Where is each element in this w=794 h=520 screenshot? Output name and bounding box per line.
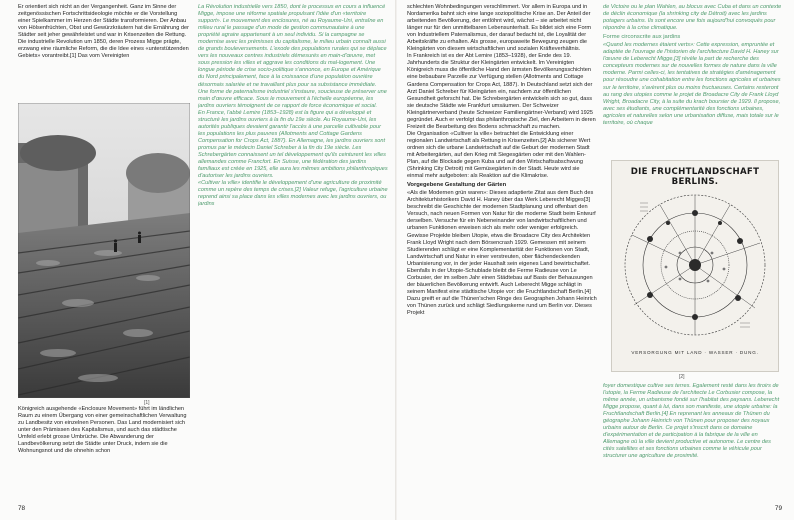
left-lower-column — [18, 406, 190, 510]
right-page — [397, 0, 794, 520]
right-german-heading: Vorgegebene Gestaltung der Gärten — [407, 182, 507, 189]
right-french-heading: Forme circonscrite aux jardins — [603, 34, 681, 41]
right-german-paragraph-2: «Als die Modernen grün waren»: Dieses adaptierte Zitat aus dem Buch des Architekturhistorikers David H. Haney über das Werk Leberecht Migges[3] beschreibt die Geschichte der modernen Stadtplanung und offenbart den Versuch, nach neuen Formen von Natur für die moderne Stadt beim Entwurf derselben. Versuche für ein Nebeneinander von landwirtschaftlichen und urbanen Funktionen erweisen sich als mehr oder weniger erfolgreich. Gewisse Projekte bleiben Utopie, etwa die Broadacre City des Architekten Frank Lloyd Wright nach dem Börsencrash 1929. Gemessen mit seinem Studierenden schlägt er eine Komplementarität der Funktionen von Stadt, Landwirtschaft und Natur in einer verstreuten, ober flächendeckenden Urbanisierung vor, in der jeder Haushalt sein eigenes Land bewirtschaftet. Ebenfalls in der Utopie-Schublade bleibt die Ferme Radieuse von Le Corbusier, der im selben Jahr einen Städtebau auf Basis der Behausungen der bäuerlichen Bevölkerung entwirft. Auch Leberecht Migge schlägt in seinem Manifest eine städtische Utopie vor: die Fruchtlandschaft Berlin.[4] Dazu greift er auf die Thünen'schen Ringe des Geographen Johann Heinrich von Thünen zurück und schlägt Siedlungskerne rund um Berlin vor. Dieses Projekt — [407, 190, 597, 317]
left-french-column — [198, 4, 388, 512]
right-french-bottom-column — [603, 383, 783, 511]
map-subtitle: VERSORGUNG MIT LAND · WASSER · DUNG. — [631, 350, 759, 355]
right-german-column — [407, 4, 597, 512]
left-intro-column — [18, 4, 190, 102]
fruchtlandschaft-map-figure — [611, 160, 779, 372]
left-french-paragraph: La Révolution industrielle vers 1850, dont le processus en cours a influencé Migge, impose une réforme spatiale propulsant l'idée d'un «territoire support». Le mouvement des enclosures, né au Royaume-Uni, entraîne en milieu rural le passage d'un mode de gestion communautaire à une propriété agraire appartenant à un seul individu. Si la campagne se modernise avec les prémisses du capitalisme, le milieu urbain connaît aussi de grands bouleversements. L'exode des populations rurales qui se déplace vers les nouveaux centres industriels démesurés en main-d'œuvre, met sous pression les villes et aggrave les conditions du mal-logement. Une longue période de crise socio-politique s'annonce, en Europe et Amérique du Nord principalement, face à la croissance d'une population ouvrière désormais salariée et ne travaillant plus pour sa subsistance immédiate. Une forme de paternalisme industriel s'instaure, soucieuse de préserver une main d'œuvre efficace. Sous le mouvement à l'échelle européenne, les jardins ouvriers témoignent de ce rapport de force économique et social. En France, l'abbé Lemire (1853–1928) est la figure qui a développé et structuré les jardins ouvriers à la fin du 19e siècle. Au Royaume-Uni, les autorités publiques devaient garantir l'accès à une parcelle cultivable pour les populations les plus pauvres (Allotments and Cottage Gardens Compensation for Crops Act, 1887). En Allemagne, les jardins ouvriers sont promus par le médecin Daniel Schreber à la fin du 19e siècle. Les Schrebergärten connaissent un tel développement qu'ils ceinturent les villes allemandes comme Francfort. En Suisse, une fédération des jardins familiaux est créée en 1925, elle aura les mêmes ambitions philanthropiques d'autoriser les jardins ouvriers. «Cultiver la ville» identifie le développement d'une agriculture de proximité comme un repère des temps de crises.[2] Valeur refuge, l'agriculture urbaine reprend ainsi sa place dans les villes modernes avec les jardins ouvriers, ou jardins — [198, 4, 388, 208]
right-page-number: 79 — [774, 505, 782, 512]
left-intro-paragraph: Er orientiert sich nicht an der Vergangenheit. Ganz im Sinne der zeitgenössischen Fortschrittsideologie möchte er die Vorstellung einer Spielkammer im Herzen der Städte transformieren. Der Anbau von Hölsenfrüchten, Obst und Gewürzkräutern hat die Ernährung der Städter seit jeher gewährleistet und war in Krisenzeiten die Rettung. Die industrielle Revolution um 1850, deren Prozess Migge prägte, erzwang eine räumliche Reform, die die Idee eines «unterstützenden Gebiets» vorantreibt.[1] Das vom Vereinigten — [18, 4, 190, 60]
right-french-top: de Victoire ou le plan Wahlen, au blocus avec Cuba et dans un contexte de déclin économique (la shrinking city de Détroit) avec les jardins potagers urbains. Ils sont encore une fois aujourd'hui convoqués pour répondre à la crise climatique. — [603, 4, 782, 32]
garden-photo-illustration — [18, 103, 190, 398]
right-figure-marker: [2] — [679, 374, 685, 380]
map-title: DIE FRUCHTLANDSCHAFT BERLINS. — [630, 167, 760, 187]
map-rings-illustration — [620, 183, 770, 343]
left-figure-marker: [1] — [144, 400, 150, 406]
historical-garden-photo — [18, 103, 190, 398]
right-french-top-column — [603, 4, 783, 156]
left-page-number: 78 — [18, 505, 26, 512]
right-french-bottom: foyer domestique cultive ses terres. Également resté dans les tiroirs de l'utopie, la Ferme Radieuse de l'architecte Le Corbusier compose, la même année, un urbanisme fondé sur l'habitat des paysans. Leberecht Migge propose, quant à lui, dans son manifeste, une utopie urbaine: la Fruchtlandschaft Berlin.[4] En reprenant les anneaux de Thünen du géographe Johann Heinrich von Thünen pour proposer des noyaux urbains autour de Berlin. Ce projet s'inscrit dans ce domaine d'expérimentation et de participation à la fabrique de la ville en Allemagne où la ville devient productive et autonome. Le centre des cités satellites et ses fonctions urbaines comme le véhicule pour structurer une agriculture de proximité. — [603, 383, 780, 460]
right-german-paragraph: schlechten Wohnbedingungen verschlimmert. Vor allem in Europa und in Nordamerika bahnt sich eine lange soziopolitische Krise an. Der Anteil der arbeitenden Bevölkerung, der entlöhnt wird, wächst – sie arbeitet nicht länger nur für den unmittelbaren Lebensunterhalt. Es bildet sich eine Form von Industriellem Paternalismus, der darauf bedacht ist, die Loyalität der Arbeitskräfte zu erhalten. Als grosse, europaweite Bewegung zeugen die Kleingärten von diesem wirtschaftlichen und sozialen Kräfteverhältnis. In Frankreich ist es der Abt Lemire (1853–1928), der Ende des 19. Jahrhunderts die Struktur der Kleingärten entwickelt. Im Vereinigten Königreich muss die öffentliche Hand den ärmsten Bevölkerungsschichten eine bebaubare Parzelle zur Verfügung stellen (Allotments and Cottage Gardens Compensation for Crops Act, 1887). In Deutschland setzt sich der Arzt Daniel Schreber für Kleingärten ein, nachdem zur öffentlichen Gesundheit geforscht hat. Die Schrebergärten entwickeln sich so gut, dass sie deutsche Städte wie Frankfurt umsäumen. Der Schweizer Kleingärtnerverband (heute Schweizer Familiengärtner-Verband) wird 1925 gegründet. Auch er verfolgt das philanthropische Ziel, den Arbeitern in deren Freizeit die Bearbeitung des Bodens schmackhaft zu machen. Die Organisation «Cultiver la ville» betrachtet die Entwicklung einer regionalen Landwirtschaft als Rettung in Krisenzeiten.[2] Als sicherer Wert ordnen sich die urbane Landwirtschaft auf die Geburt der modernen Stadt mit Arbeitergärten, auf den Krieg mit Siegesgärten oder mit den Wahlen-Plan, auf die Blockade gegen Kuba und auf den Wirtschaftsabschwung (Shrinking City Detroit) mit Gemüsegärten in der Stadt. Heute wird sie einmal mehr aufgeboten: als Reaktion auf die Klimakrise. — [407, 4, 596, 180]
left-lower-paragraph: Königreich ausgehende «Enclosure Movement» führt im ländlichen Raum zu einem Übergang von einer gemeinschaftlichen Verwaltung zu Landbesitz von einzelnen Personen. Das Land modernisiert sich unter den Prämissen des Kapitalismus, und auch das städtische Umfeld erlebt grosse Umbrüche. Die Abwanderung der Landbevölkerung setzt die Städte unter Druck, indem sie die Wohnungsnot und die ohnehin schon — [18, 406, 187, 455]
right-french-rest: «Quand les modernes étaient verts»: Cette expression, empruntée et adaptée de l'ouvrage de l'historien de l'architecture David H. Haney sur l'œuvre de Leberecht Migge,[3] révèle la part de recherche des concepteurs modernes sur de nouvelles formes de nature dans la ville moderne. Parmi celles-ci, les tentatives de stratégies d'aménagement pour résoudre une cohabitation entre les fonctions agricoles et urbaines sur le territoire, s'avèrent plus ou moins fructueuses. Certains resteront au rang des utopies comme le projet de Broadacre City de Frank Lloyd Wright, Broadacre City, à la suite du krach boursier de 1929. Il propose, avec ses étudiants, une complémentarité des fonctions urbaines, agricoles et naturelles selon une urbanisation diffuse, mais totale sur le territoire, où chaque — [603, 42, 781, 126]
